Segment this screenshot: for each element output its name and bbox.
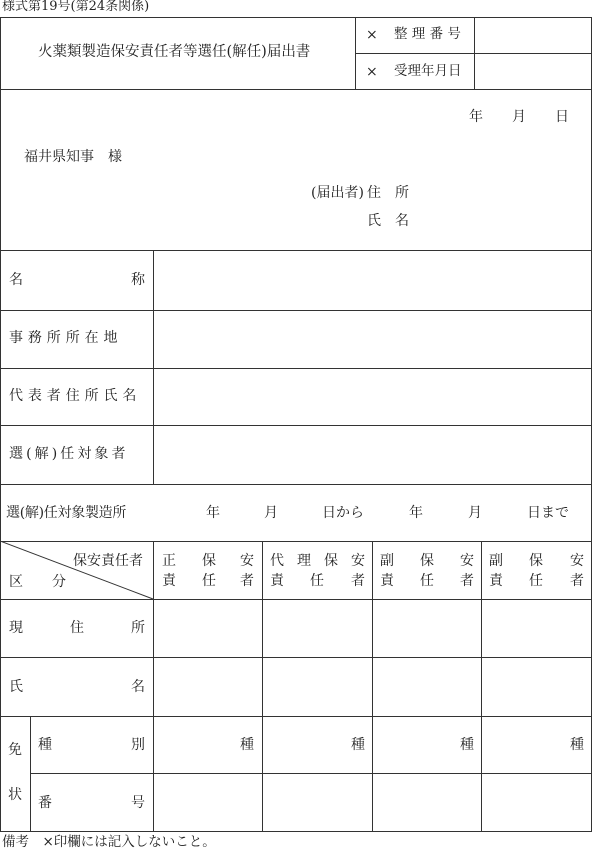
col1-bottom-2: 任 xyxy=(202,573,216,589)
col1-top-3: 安 xyxy=(240,553,254,569)
address-row-label-3: 所 xyxy=(131,620,145,636)
ref-number-field[interactable] xyxy=(475,18,591,53)
row-name-label-1: 名 xyxy=(9,272,23,288)
received-date-label: 受理年月日 xyxy=(394,63,462,79)
license-type-label-1: 種 xyxy=(38,737,52,753)
diagonal-top-label: 保安責任者 xyxy=(73,553,143,569)
col2-bottom-3: 者 xyxy=(351,573,365,589)
period-from-day: 日から xyxy=(322,505,364,521)
license-type-label-2: 別 xyxy=(131,737,145,753)
period-to-month: 月 xyxy=(468,505,482,521)
date-year: 年 xyxy=(469,109,483,125)
license-type-field-col1[interactable] xyxy=(154,717,234,773)
license-label-2: 状 xyxy=(8,787,22,803)
col3-bottom-3: 者 xyxy=(460,573,474,589)
col4-top-1: 副 xyxy=(489,553,503,569)
office-location-field[interactable] xyxy=(154,311,591,368)
license-type-unit-col2: 種 xyxy=(351,737,365,753)
applicant-prefix: (届出者) xyxy=(311,185,364,201)
date-day: 日 xyxy=(555,109,569,125)
date-month: 月 xyxy=(512,109,526,125)
license-type-field-col3[interactable] xyxy=(373,717,453,773)
ref-number-label: 整 理 番 号 xyxy=(394,26,461,42)
address-field-col1[interactable] xyxy=(154,600,262,657)
col1-top-1: 正 xyxy=(162,553,176,569)
col1-bottom-3: 者 xyxy=(240,573,254,589)
col4-bottom-3: 者 xyxy=(570,573,584,589)
col2-bottom-1: 責 xyxy=(270,573,284,589)
period-to-day: 日まで xyxy=(527,505,569,521)
person-name-field-col1[interactable] xyxy=(154,658,262,716)
diagonal-rule xyxy=(0,541,154,600)
addressee: 福井県知事 様 xyxy=(24,149,122,165)
diagonal-bottom-label-1: 区 xyxy=(9,574,23,590)
license-type-unit-col3: 種 xyxy=(460,737,474,753)
ref-number-x-mark: × xyxy=(366,27,378,43)
col4-top-3: 安 xyxy=(570,553,584,569)
col4-bottom-2: 任 xyxy=(529,573,543,589)
license-number-field-col3[interactable] xyxy=(373,774,481,831)
col2-bottom-2: 任 xyxy=(310,573,324,589)
name-row-label-2: 名 xyxy=(131,679,145,695)
name-row-label-1: 氏 xyxy=(9,679,23,695)
target-label: 選(解)任対象者 xyxy=(9,446,129,462)
footnote: 備考 ×印欄には記入しないこと。 xyxy=(2,834,216,850)
applicant-name-label: 氏 名 xyxy=(367,213,409,229)
period-to-year: 年 xyxy=(409,505,423,521)
col3-top-2: 保 xyxy=(420,553,434,569)
period-from-year: 年 xyxy=(206,505,220,521)
representative-label: 代表者住所氏名 xyxy=(9,388,142,404)
person-name-field-col2[interactable] xyxy=(263,658,372,716)
license-number-field-col1[interactable] xyxy=(154,774,262,831)
address-field-col3[interactable] xyxy=(373,600,481,657)
header-bottom-rule xyxy=(0,89,592,90)
license-type-field-col4[interactable] xyxy=(482,717,564,773)
col4-top-2: 保 xyxy=(529,553,543,569)
col3-top-1: 副 xyxy=(380,553,394,569)
col4-bottom-1: 責 xyxy=(489,573,503,589)
col2-top-1: 代 xyxy=(270,553,284,569)
period-from-month: 月 xyxy=(264,505,278,521)
person-name-field-col4[interactable] xyxy=(482,658,591,716)
representative-field[interactable] xyxy=(154,369,591,425)
col3-bottom-1: 責 xyxy=(380,573,394,589)
license-type-unit-col1: 種 xyxy=(240,737,254,753)
license-number-label-2: 号 xyxy=(131,795,145,811)
form-number: 様式第19号(第24条関係) xyxy=(2,0,150,14)
office-location-label: 事務所所在地 xyxy=(9,330,123,346)
license-number-field-col2[interactable] xyxy=(263,774,372,831)
col3-top-3: 安 xyxy=(460,553,474,569)
diagonal-bottom-label-2: 分 xyxy=(52,574,66,590)
col2-top-4: 安 xyxy=(351,553,365,569)
row-name-label-2: 称 xyxy=(131,272,145,288)
col2-top-3: 保 xyxy=(324,553,338,569)
col3-bottom-2: 任 xyxy=(420,573,434,589)
col2-top-2: 理 xyxy=(297,553,311,569)
license-label-1: 免 xyxy=(8,742,22,758)
address-row-label-2: 住 xyxy=(70,620,84,636)
name-field[interactable] xyxy=(154,251,591,310)
license-number-label-1: 番 xyxy=(38,795,52,811)
address-field-col4[interactable] xyxy=(482,600,591,657)
received-date-x-mark: × xyxy=(366,64,378,80)
license-number-field-col4[interactable] xyxy=(482,774,591,831)
col1-bottom-1: 責 xyxy=(162,573,176,589)
target-factory-label: 選(解)任対象製造所 xyxy=(6,505,127,521)
address-row-label-1: 現 xyxy=(9,620,23,636)
received-date-field[interactable] xyxy=(475,54,591,89)
address-field-col2[interactable] xyxy=(263,600,372,657)
target-field[interactable] xyxy=(154,426,591,484)
license-type-field-col2[interactable] xyxy=(263,717,345,773)
person-name-field-col3[interactable] xyxy=(373,658,481,716)
license-type-unit-col4: 種 xyxy=(570,737,584,753)
col1-top-2: 保 xyxy=(202,553,216,569)
applicant-address-label: 住 所 xyxy=(367,185,409,201)
form-title: 火薬類製造保安責任者等選任(解任)届出書 xyxy=(38,44,311,60)
